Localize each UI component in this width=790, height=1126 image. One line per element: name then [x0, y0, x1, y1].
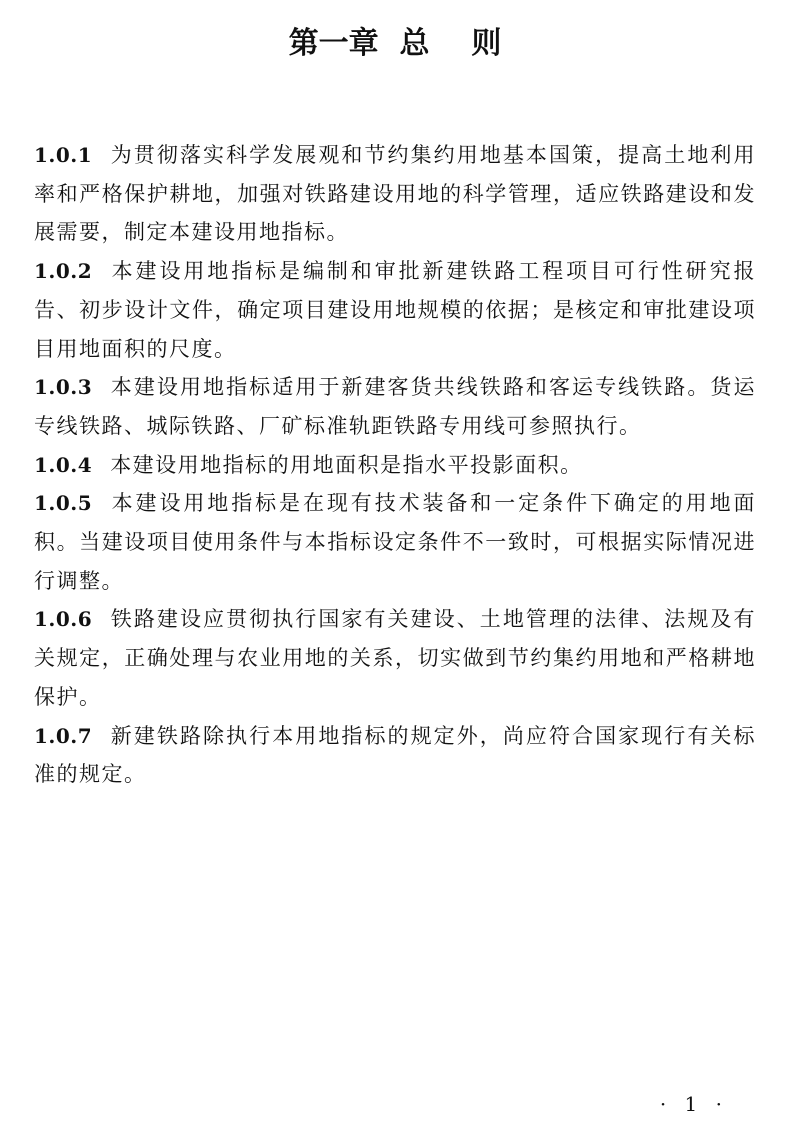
clause-text: 本建设用地指标适用于新建客货共线铁路和客运专线铁路。货运专线铁路、城际铁路、厂矿标准轨距铁路专用线可参照执行。 [34, 375, 756, 438]
clause-list [34, 136, 756, 794]
clause-number: 1.0.2 [34, 259, 93, 284]
page-number: · 1 · [659, 1092, 728, 1116]
clause-text: 为贯彻落实科学发展观和节约集约用地基本国策，提高土地利用率和严格保护耕地，加强对铁路建设用地的科学管理，适应铁路建设和发展需要，制定本建设用地指标。 [34, 143, 756, 245]
clause-1-0-4 [34, 446, 756, 485]
clause-text: 本建设用地指标的用地面积是指水平投影面积。 [110, 452, 583, 477]
clause-number: 1.0.5 [34, 491, 93, 516]
clause-number: 1.0.4 [34, 452, 93, 477]
clause-1-0-7 [34, 717, 756, 794]
chapter-title: 第一章 总 则 [288, 26, 502, 61]
clause-text: 铁路建设应贯彻执行国家有关建设、土地管理的法律、法规及有关规定，正确处理与农业用地的关系，切实做到节约集约用地和严格耕地保护。 [34, 607, 756, 709]
clause-1-0-5 [34, 484, 756, 600]
clause-1-0-3 [34, 368, 756, 445]
clause-text: 新建铁路除执行本用地指标的规定外，尚应符合国家现行有关标准的规定。 [34, 723, 756, 787]
clause-text: 本建设用地指标是编制和审批新建铁路工程项目可行性研究报告、初步设计文件，确定项目建设用地规模的依据；是核定和审批建设项目用地面积的尺度。 [34, 259, 756, 361]
clause-1-0-1 [34, 136, 756, 252]
clause-number: 1.0.1 [34, 143, 93, 167]
clause-1-0-2 [34, 252, 756, 368]
clause-number: 1.0.7 [34, 723, 93, 748]
clause-text: 本建设用地指标是在现有技术装备和一定条件下确定的用地面积。当建设项目使用条件与本指标设定条件不一致时，可根据实际情况进行调整。 [34, 491, 756, 593]
clause-1-0-6 [34, 600, 756, 716]
clause-number: 1.0.6 [34, 607, 93, 632]
clause-number: 1.0.3 [34, 375, 93, 400]
